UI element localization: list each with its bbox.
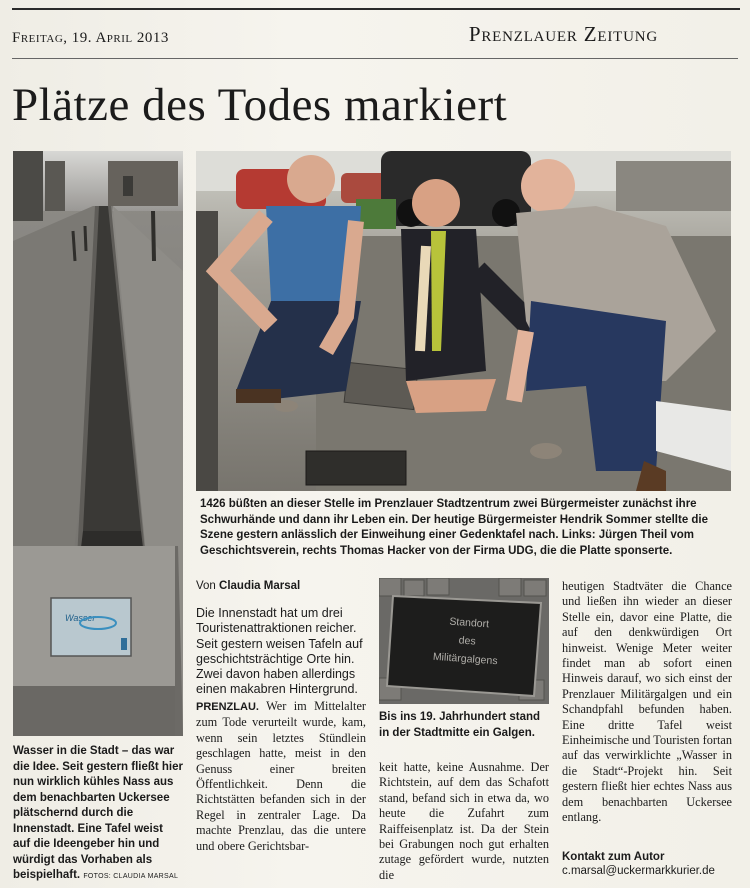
dateline: PRENZLAU. xyxy=(196,701,259,713)
byline-prefix: Von xyxy=(196,580,216,592)
gallows-plaque-photo xyxy=(379,578,549,704)
author-name: Claudia Marsal xyxy=(219,580,301,592)
contact-title: Kontakt zum Autor xyxy=(562,851,665,863)
left-caption-text: Wasser in die Stadt – das war die Idee. Seit gestern fließt hier nun wirklich kühles Nass aus dem benachbarten Uckersee plätschernd durch die Innenstadt. Eine Tafel weist auf die Ideengeber hin und würdigt das Vorhaben als beispielhaft. xyxy=(13,745,183,881)
column-1-text: Wer im Mittelalter zum Tode verurteilt wurde, kam, wenn sein letztes Stündlein geschlagen hatte, meist in den Genuss einer breiten Öffentlichkeit. Denn die Richtstätten befanden sich in der Regel in zentraler Lage. Da machte Prenzlau, das die untere und obere Gerichtsbar- xyxy=(196,699,366,853)
main-photo-caption: 1426 büßten an dieser Stelle im Prenzlauer Stadtzentrum zwei Bürgermeister zunächst ihre Schwurhände und dann ihr Leben ein. Der heutige Bürgermeister Hendrik Sommer stellte die Szene gestern anlässlich der Einweihung einer Gedenktafel nach. Links: Jürgen Theil vom Geschichtsverein, rechts Thomas Hacker von der Firma UDG, die die Platte sponserte. xyxy=(200,498,709,557)
author-contact xyxy=(562,850,737,878)
byline xyxy=(196,580,300,592)
headline: Plätze des Todes markiert xyxy=(12,79,508,131)
article-column-2: keit hatte, keine Ausnahme. Der Richtstein, auf dem das Schafott stand, befand sich in etwa da, wo heute die Zufahrt zum Raiffeisenplatz ist. Da der Stein bei Grabungen noch gut erhalten zutage gefördert wurde, nutzten die xyxy=(379,760,549,882)
masthead xyxy=(12,20,738,59)
plaque-line3: Militärgalgens xyxy=(432,650,498,668)
plaque-photo-caption: Bis ins 19. Jahrhundert stand in der Stadtmitte ein Galgen. xyxy=(379,711,541,739)
issue-date: Freitag, 19. April 2013 xyxy=(12,30,169,46)
memorial-plaque-photo xyxy=(196,151,731,491)
photo-credit: FOTOS: CLAUDIA MARSAL xyxy=(83,873,179,880)
top-rule xyxy=(12,8,740,10)
article-column-1 xyxy=(196,699,366,854)
article-column-3: heutigen Stadtväter die Chance und ließen ihn wieder an dieser Stelle ein, davor eine Platte, die auf den denkwürdigen Ort hinweist. Wenige Meter weiter findet man ab sofort einen Hinweis darauf, wo sich einst der Prenzlauer Militärgalgen und ein Schandpfahl befunden haben. Eine dritte Tafel weist Einheimische und Touristen fortan auf das verwirklichte „Wasser in die Stadt“-Projekt hin. Seit gestern fließt hier echtes Nass aus dem benachbarten Uckersee entlang. xyxy=(562,579,733,825)
left-photo-caption xyxy=(13,744,183,885)
contact-email[interactable]: c.marsal@uckermarkkurier.de xyxy=(562,865,715,877)
article-lead: Die Innenstadt hat um drei Touristenattraktionen reicher. Seit gestern weisen Tafeln auf geschichtsträchtige Orte hin. Zwei davon haben allerdings einen makabren Hintergrund. xyxy=(196,606,363,697)
newspaper-name: Prenzlauer Zeitung xyxy=(468,22,658,46)
plaque-line1: Standort xyxy=(448,615,490,631)
water-channel-photo xyxy=(13,151,183,736)
plaque-line2: des xyxy=(458,634,477,648)
water-sign-text: Wasser xyxy=(65,613,96,623)
